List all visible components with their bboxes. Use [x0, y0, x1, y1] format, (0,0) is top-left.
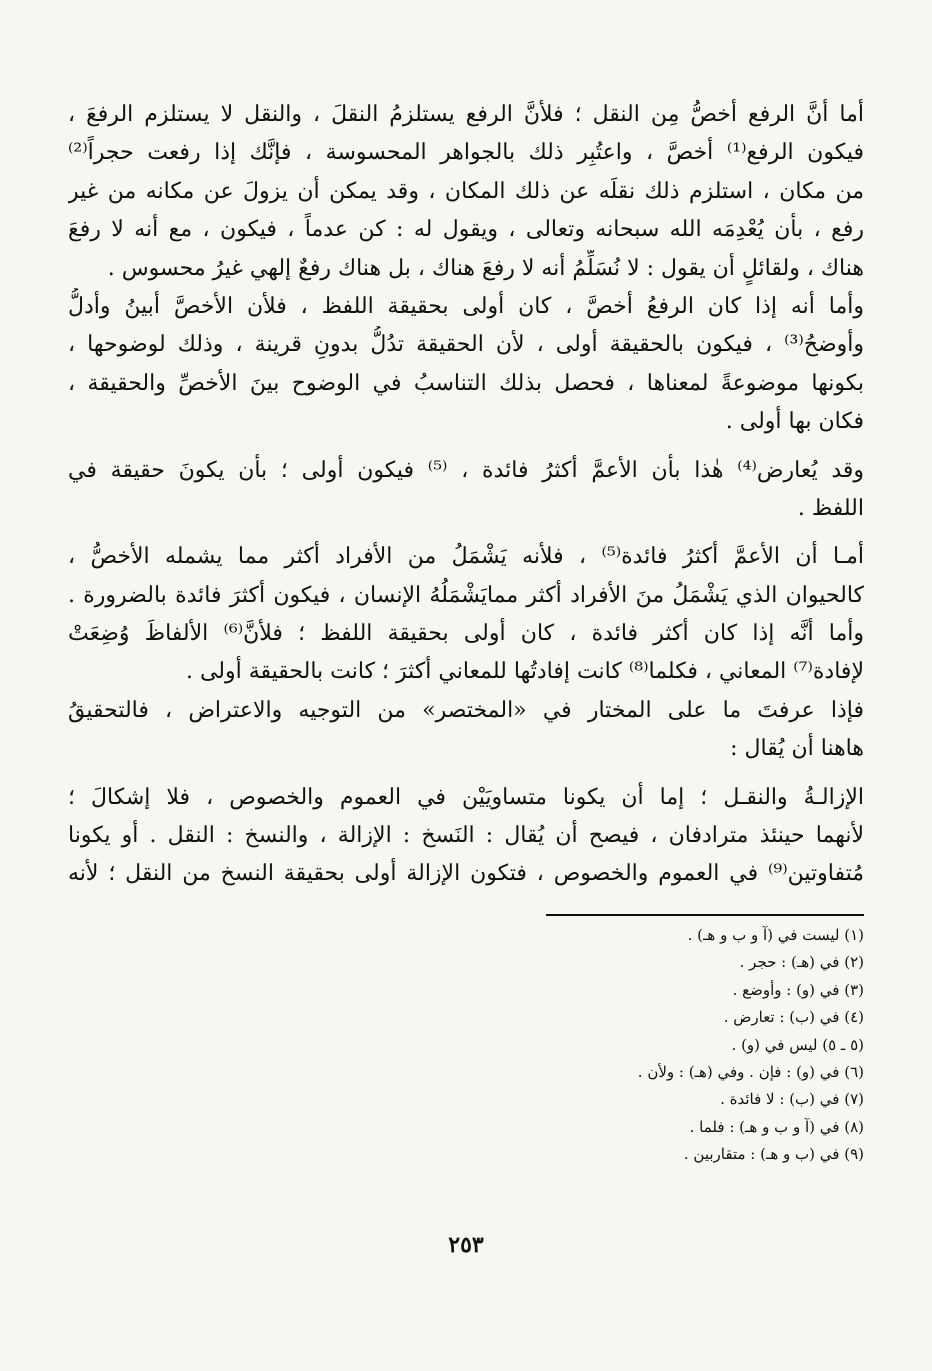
text-line: هناك ، ولقائلٍ أن يقول : لا نُسَلِّمُ أنه لا رفعَ هناك ، بل هناك رفعٌ إلهي غيرُ محسوس .: [107, 255, 864, 281]
text-line: الإزالـةُ والنقـل ؛ إما أن يكونا متساويَيْن في العموم والخصوص ، فلا إشكالَ ؛: [68, 784, 864, 810]
text-line: فكان بها أولى .: [725, 409, 864, 435]
text-line: وقد يُعارض⁽⁴⁾ هٰذا بأن الأعمَّ أكثرُ فائدة ، ⁽⁵⁾ فيكون أولى ؛ بأن يكونَ حقيقة في: [68, 457, 864, 483]
page-number: ٢٥٣: [448, 1232, 484, 1258]
text-line: بكونها موضوعةً لمعناها ، فحصل بذلك التناسبُ في الوضوح بينَ الأخصِّ والحقيقة ،: [68, 370, 864, 396]
text-line: وأما أنه إذا كان الرفعُ أخصَّ ، كان أولى بحقيقة اللفظ ، فلأن الأخصَّ أبينُ وأدلُّ: [68, 293, 864, 319]
text-line: فإذا عرفتَ ما على المختار في «المختصر» من التوجيه والاعتراض ، فالتحقيقُ: [68, 697, 864, 723]
footnote: (٥ ـ ٥) ليس في (و) .: [731, 1035, 864, 1054]
text-line: أما أنَّ الرفع أخصُّ مِن النقل ؛ فلأنَّ الرفع يستلزمُ النقلَ ، والنقل لا يستلزم الرفعَ ،: [68, 102, 864, 127]
footnote: (٩) في (ب و هـ) : متقاربين .: [683, 1145, 864, 1164]
footnote-separator: [546, 914, 864, 916]
footnote: (٢) في (هـ) : حجر .: [739, 953, 864, 972]
text-line: رفع ، بأن يُعْدِمَه الله سبحانه وتعالى ، ويقول له : كن عدماً ، فيكون ، مع أنه لا رفعَ: [68, 217, 864, 243]
main-text: [68, 96, 864, 894]
text-line: وأما أنَّه إذا كان أكثر فائدة ، كان أولى بحقيقة اللفظ ؛ فلأنَّ⁽⁶⁾ الألفاظَ وُضِعَتْ: [68, 621, 864, 647]
text-line: أمـا أن الأعمَّ أكثرُ فائدة⁽⁵⁾ ، فلأنه يَشْمَلُ من الأفراد أكثر مما يشمله الأخصُّ ،: [68, 544, 864, 570]
text-line: لإفادة⁽⁷⁾ المعاني ، فكلما⁽⁸⁾ كانت إفادتُها للمعاني أكثرَ ؛ كانت بالحقيقة أولى .: [185, 659, 864, 685]
footnote: (٦) في (و) : فإن . وفي (هـ) : ولأن .: [637, 1062, 864, 1081]
footnote: (٨) في (آ و ب و هـ) : فلما .: [689, 1117, 864, 1136]
text-line: كالحيوان الذي يَشْمَلُ منَ الأفراد أكثر ممايَشْمَلُهُ الإنسان ، فيكون أكثرَ فائدة بالضرورة .: [68, 582, 864, 608]
text-line: من مكان ، استلزم ذلك نقلَه عن ذلك المكان ، وقد يمكن أن يزولَ عن مكانه من غير: [68, 178, 864, 204]
text-line: لأنهما حينئذ مترادفان ، فيصح أن يُقال : النَسخ : الإزالة ، والنسخ : النقل . أو يكونا: [68, 823, 864, 849]
text-line: مُتفاوتين⁽⁹⁾ في العموم والخصوص ، فتكون الإزالة أولى بحقيقة النسخ من النقل ؛ لأنه: [68, 861, 864, 887]
footnote: (٧) في (ب) : لا فائدة .: [720, 1090, 864, 1109]
text-line: اللفظ .: [797, 495, 864, 521]
footnotes: [68, 922, 864, 1169]
text-line: وأوضحُ⁽³⁾ ، فيكون بالحقيقة أولى ، لأن الحقيقة تدُلُّ بدونِ قرينة ، وذلك لوضوحها ،: [68, 332, 864, 358]
text-line: فيكون الرفع⁽¹⁾ أخصَّ ، واعتُبِر ذلك بالجواهر المحسوسة ، فإنَّك إذا رفعت حجراً⁽²⁾: [68, 140, 864, 166]
footnote: (٣) في (و) : وأوضع .: [732, 980, 864, 999]
text-line: هاهنا أن يُقال :: [730, 736, 864, 762]
footnote: (٤) في (ب) : تعارض .: [723, 1008, 864, 1027]
footnote: (١) ليست في (آ و ب و هـ) .: [687, 926, 864, 944]
